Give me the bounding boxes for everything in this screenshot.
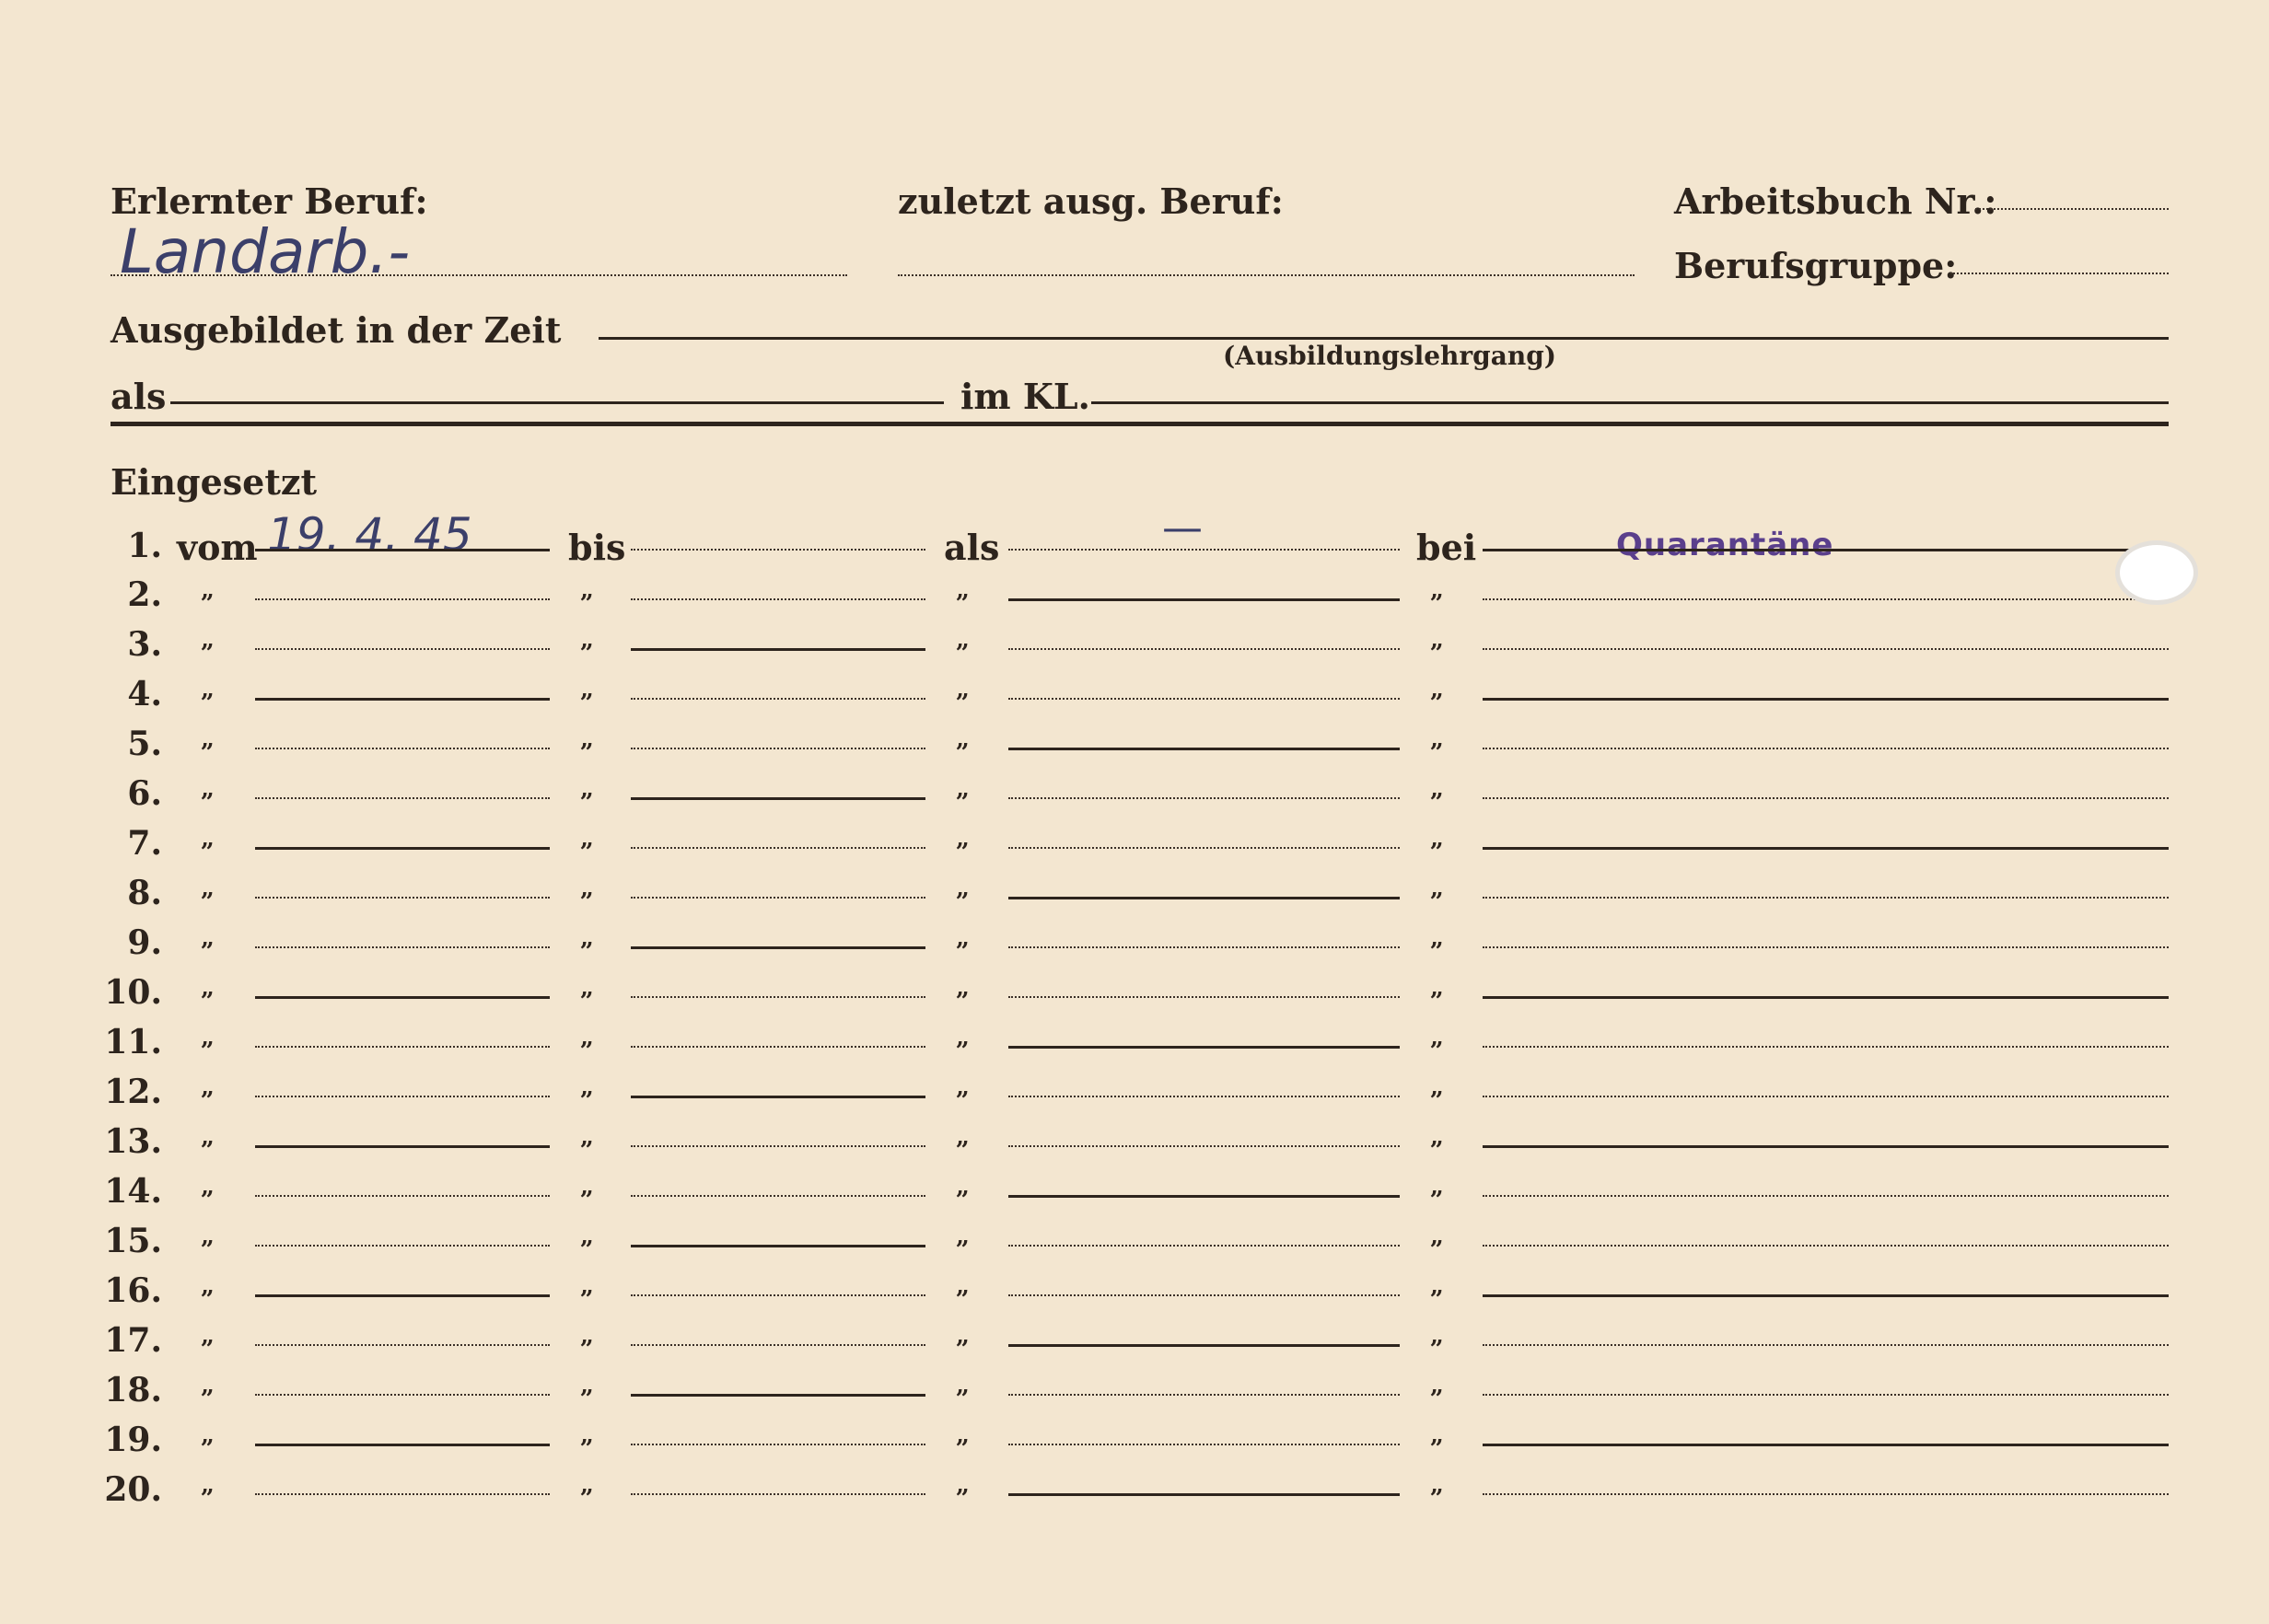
ditto-mark: „ <box>580 1372 594 1399</box>
erlernter-beruf-value: Landarb.- <box>120 216 411 287</box>
ditto-mark: „ <box>956 1123 970 1151</box>
ditto-mark: „ <box>956 924 970 952</box>
vom-line <box>255 946 550 948</box>
vom-line <box>255 748 550 749</box>
ausgebildet-line <box>599 337 2169 340</box>
row-number: 5. <box>127 725 162 763</box>
ditto-mark: „ <box>956 725 970 753</box>
ditto-mark: „ <box>1430 825 1444 853</box>
als-line <box>1008 648 1400 650</box>
ditto-mark: „ <box>201 1223 215 1250</box>
row-number: 2. <box>127 575 162 614</box>
row-number: 17. <box>104 1321 162 1360</box>
als-line <box>1008 996 1400 998</box>
ditto-mark: „ <box>580 875 594 902</box>
bei-line <box>1483 698 2169 701</box>
row-number: 1. <box>127 527 162 565</box>
row-number: 8. <box>127 874 162 912</box>
ditto-mark: „ <box>1430 1123 1444 1151</box>
ditto-mark: „ <box>201 1471 215 1499</box>
ditto-mark: „ <box>1430 974 1444 1002</box>
ditto-mark: „ <box>201 725 215 753</box>
bis-line <box>631 648 925 651</box>
vom-line <box>255 1046 550 1048</box>
row-number: 9. <box>127 923 162 962</box>
ditto-mark: „ <box>201 1372 215 1399</box>
ditto-mark: „ <box>580 626 594 654</box>
ditto-mark: „ <box>580 1272 594 1300</box>
row-number: 13. <box>104 1122 162 1161</box>
bis-line <box>631 1245 925 1247</box>
als-line <box>1008 1294 1400 1296</box>
ditto-mark: „ <box>1430 576 1444 604</box>
bis-line <box>631 1145 925 1147</box>
bei-line <box>1483 1245 2169 1247</box>
bis-line <box>631 748 925 749</box>
ditto-mark: „ <box>956 576 970 604</box>
ditto-mark: „ <box>201 576 215 604</box>
als-line <box>1008 897 1400 899</box>
bei-line <box>1483 996 2169 999</box>
als-line <box>1008 1245 1400 1247</box>
ditto-mark: „ <box>956 1372 970 1399</box>
vom-line <box>255 1245 550 1247</box>
ditto-mark: „ <box>580 1123 594 1151</box>
als-line <box>1008 1394 1400 1396</box>
vom-line <box>255 1195 550 1197</box>
ditto-mark: „ <box>201 924 215 952</box>
bis-line <box>631 1294 925 1296</box>
arbeitsbuch-line <box>1975 208 2169 210</box>
bei-line <box>1483 1344 2169 1346</box>
vom-line <box>255 1444 550 1446</box>
als-label: als <box>111 376 167 417</box>
ditto-mark: „ <box>1430 626 1444 654</box>
bei-line <box>1483 1145 2169 1148</box>
row-number: 14. <box>104 1172 162 1211</box>
section-divider <box>111 422 2169 426</box>
bei-line <box>1483 897 2169 899</box>
als-line <box>1008 797 1400 799</box>
bis-line <box>631 549 925 551</box>
ditto-mark: „ <box>956 626 970 654</box>
ditto-mark: „ <box>201 1272 215 1300</box>
vom-line <box>255 648 550 650</box>
ditto-mark: „ <box>201 1073 215 1101</box>
ditto-mark: „ <box>956 1471 970 1499</box>
bis-line <box>631 598 925 600</box>
vom-line <box>255 1096 550 1097</box>
bis-line <box>631 698 925 700</box>
ditto-mark: „ <box>201 1173 215 1201</box>
vom-line <box>255 996 550 999</box>
bei-line <box>1483 1195 2169 1197</box>
ditto-mark: „ <box>956 1024 970 1051</box>
bei-line <box>1483 598 2169 600</box>
zuletzt-beruf-line <box>898 274 1635 276</box>
ditto-mark: „ <box>201 974 215 1002</box>
als-line <box>1008 1195 1400 1198</box>
ditto-mark: „ <box>1430 725 1444 753</box>
row-number: 10. <box>104 973 162 1012</box>
row-number: 18. <box>104 1371 162 1409</box>
ditto-mark: „ <box>956 775 970 803</box>
vom-date: 19. 4. 45 <box>267 508 472 562</box>
eingesetzt-label: Eingesetzt <box>111 461 318 503</box>
ditto-mark: „ <box>956 676 970 703</box>
ditto-mark: „ <box>1430 1173 1444 1201</box>
bis-line <box>631 1195 925 1197</box>
als-line <box>1008 598 1400 601</box>
als-line <box>1008 698 1400 700</box>
vom-line <box>255 897 550 899</box>
ditto-mark: „ <box>201 875 215 902</box>
bei-line <box>1483 748 2169 749</box>
bis-line <box>631 1394 925 1397</box>
bis-line <box>631 996 925 998</box>
im-kl-label: im KL. <box>960 376 1090 417</box>
vom-line <box>255 1493 550 1495</box>
bei-line <box>1483 1394 2169 1396</box>
bis-line <box>631 946 925 949</box>
ditto-mark: „ <box>201 626 215 654</box>
bei-line <box>1483 549 2169 551</box>
ditto-mark: „ <box>580 1073 594 1101</box>
bis-line <box>631 847 925 849</box>
bei-label: bei <box>1416 527 1477 568</box>
ditto-mark: „ <box>956 1223 970 1250</box>
row-number: 11. <box>104 1023 162 1061</box>
ausbildungslehrgang-label: (Ausbildungslehrgang) <box>1223 341 1557 371</box>
ditto-mark: „ <box>1430 1471 1444 1499</box>
ditto-mark: „ <box>1430 1421 1444 1449</box>
ditto-mark: „ <box>956 974 970 1002</box>
ditto-mark: „ <box>580 974 594 1002</box>
ditto-mark: „ <box>1430 775 1444 803</box>
vom-line <box>255 1145 550 1148</box>
quarantaene-stamp: Quarantäne <box>1616 527 1834 563</box>
ditto-mark: „ <box>201 1322 215 1350</box>
ditto-mark: „ <box>580 1173 594 1201</box>
vom-line <box>255 1344 550 1346</box>
bei-line <box>1483 847 2169 850</box>
bei-line <box>1483 1294 2169 1297</box>
ditto-mark: „ <box>956 1322 970 1350</box>
ditto-mark: „ <box>580 924 594 952</box>
bis-line <box>631 1096 925 1098</box>
ditto-mark: „ <box>580 1223 594 1250</box>
als-line <box>1008 549 1400 551</box>
row-number: 3. <box>127 625 162 664</box>
ditto-mark: „ <box>201 676 215 703</box>
ditto-mark: „ <box>201 1123 215 1151</box>
ditto-mark: „ <box>956 1173 970 1201</box>
bis-line <box>631 1493 925 1495</box>
vom-line <box>255 847 550 850</box>
als-line <box>170 401 944 404</box>
als-line <box>1008 1493 1400 1496</box>
als-line <box>1008 748 1400 750</box>
arbeitsbuch-label: Arbeitsbuch Nr.: <box>1674 180 1997 222</box>
row-number: 20. <box>104 1470 162 1509</box>
erlernter-beruf-label: Erlernter Beruf: <box>111 180 428 222</box>
ditto-mark: „ <box>580 576 594 604</box>
row-number: 6. <box>127 774 162 813</box>
vom-line <box>255 797 550 799</box>
als-line <box>1008 1046 1400 1049</box>
erlernter-beruf-line <box>111 274 847 276</box>
vom-line <box>255 549 550 551</box>
row-number: 15. <box>104 1222 162 1260</box>
berufsgruppe-line <box>1950 273 2169 274</box>
ditto-mark: „ <box>201 1421 215 1449</box>
bei-line <box>1483 1096 2169 1097</box>
ditto-mark: „ <box>1430 1223 1444 1250</box>
als-line <box>1008 1145 1400 1147</box>
ditto-mark: „ <box>580 1322 594 1350</box>
row-number: 12. <box>104 1073 162 1111</box>
bis-line <box>631 1046 925 1048</box>
bis-line <box>631 797 925 800</box>
vom-line <box>255 1294 550 1297</box>
ditto-mark: „ <box>1430 1322 1444 1350</box>
bei-line <box>1483 648 2169 650</box>
bei-line <box>1483 1046 2169 1048</box>
ditto-mark: „ <box>1430 924 1444 952</box>
zuletzt-beruf-label: zuletzt ausg. Beruf: <box>898 180 1284 222</box>
ditto-mark: „ <box>580 1471 594 1499</box>
als-line <box>1008 1096 1400 1097</box>
ditto-mark: „ <box>956 1421 970 1449</box>
berufsgruppe-label: Berufsgruppe: <box>1674 245 1958 286</box>
ditto-mark: „ <box>580 825 594 853</box>
ditto-mark: „ <box>1430 1024 1444 1051</box>
ditto-mark: „ <box>201 775 215 803</box>
ditto-mark: „ <box>201 825 215 853</box>
als-row-value: — <box>1162 505 1203 551</box>
ditto-mark: „ <box>201 1024 215 1051</box>
bei-line <box>1483 1493 2169 1495</box>
ditto-mark: „ <box>1430 1372 1444 1399</box>
row-number: 7. <box>127 824 162 863</box>
ditto-mark: „ <box>580 725 594 753</box>
im-kl-line <box>1091 401 2169 404</box>
ditto-mark: „ <box>1430 1272 1444 1300</box>
ditto-mark: „ <box>956 825 970 853</box>
row-number: 19. <box>104 1421 162 1459</box>
bis-line <box>631 1344 925 1346</box>
ditto-mark: „ <box>580 1421 594 1449</box>
als-line <box>1008 847 1400 849</box>
punch-hole <box>2120 545 2193 600</box>
ditto-mark: „ <box>1430 1073 1444 1101</box>
vom-label: vom <box>177 527 258 568</box>
als-line <box>1008 1344 1400 1347</box>
ditto-mark: „ <box>1430 875 1444 902</box>
bis-line <box>631 897 925 899</box>
vom-line <box>255 698 550 701</box>
row-number: 16. <box>104 1271 162 1310</box>
ditto-mark: „ <box>956 875 970 902</box>
ditto-mark: „ <box>580 1024 594 1051</box>
ditto-mark: „ <box>1430 676 1444 703</box>
bei-line <box>1483 1444 2169 1446</box>
row-number: 4. <box>127 675 162 713</box>
vom-line <box>255 598 550 600</box>
als-row-label: als <box>944 527 1000 568</box>
ditto-mark: „ <box>956 1272 970 1300</box>
ditto-mark: „ <box>580 676 594 703</box>
ditto-mark: „ <box>956 1073 970 1101</box>
als-line <box>1008 946 1400 948</box>
bis-line <box>631 1444 925 1445</box>
bis-label: bis <box>568 527 626 568</box>
ditto-mark: „ <box>580 775 594 803</box>
als-line <box>1008 1444 1400 1445</box>
ausgebildet-label: Ausgebildet in der Zeit <box>111 309 562 351</box>
bei-line <box>1483 797 2169 799</box>
bei-line <box>1483 946 2169 948</box>
vom-line <box>255 1394 550 1396</box>
